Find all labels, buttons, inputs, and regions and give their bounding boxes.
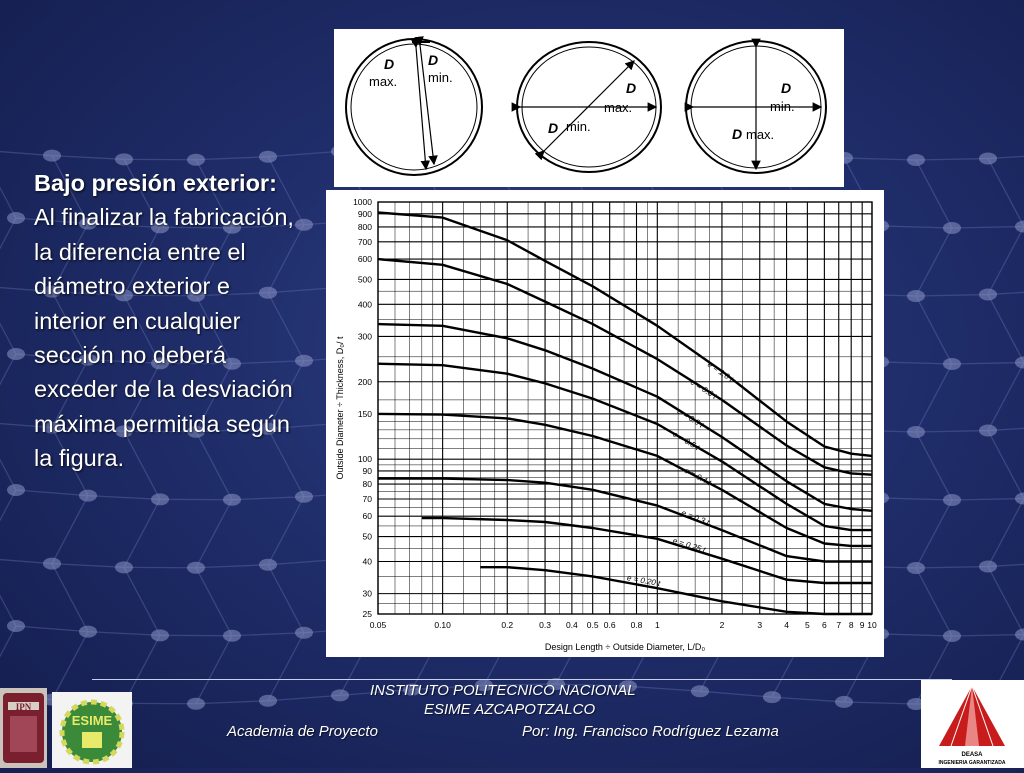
- y-tick-label: 700: [358, 237, 372, 247]
- series-label: e = 0.4 t: [683, 466, 714, 488]
- deasa-logo-tagline: INGENIERIA GARANTIZADA: [938, 760, 1005, 766]
- series-curve: [378, 479, 872, 562]
- series-label: e = 0.5 t: [671, 430, 701, 453]
- min-label-2: min.: [566, 119, 591, 134]
- ipn-logo-text: IPN: [16, 702, 32, 712]
- x-tick-label: 6: [822, 620, 827, 630]
- x-tick-label: 0.5: [587, 620, 599, 630]
- roundness-diagrams: [334, 29, 844, 187]
- chart-svg: [326, 190, 884, 657]
- y-tick-label: 800: [358, 222, 372, 232]
- y-tick-label: 900: [358, 209, 372, 219]
- x-axis-label: Design Length ÷ Outside Diameter, L/D₀: [545, 642, 706, 652]
- x-tick-label: 4: [784, 620, 789, 630]
- roundness-diagram-2: [517, 42, 661, 172]
- series-label: e = 0.25 t: [672, 536, 707, 555]
- y-tick-label: 500: [358, 274, 372, 284]
- series-curve: [378, 213, 872, 456]
- description-text: [34, 166, 294, 476]
- deasa-logo-name: DEASA: [961, 752, 983, 758]
- y-tick-label: 150: [358, 409, 372, 419]
- series-label: e = 0.8 t: [689, 378, 719, 402]
- deasa-logo: [921, 680, 1024, 768]
- y-tick-label: 80: [363, 479, 373, 489]
- footer-academy: Academia de Proyecto: [227, 723, 378, 740]
- y-axis-label: Outside Diameter ÷ Thickness, D₀/ t: [335, 336, 345, 480]
- y-tick-label: 30: [363, 589, 373, 599]
- x-tick-label: 0.05: [370, 620, 387, 630]
- y-tick-label: 90: [363, 466, 373, 476]
- y-tick-label: 300: [358, 331, 372, 341]
- y-tick-label: 50: [363, 532, 373, 542]
- y-tick-label: 25: [363, 609, 373, 619]
- esime-logo-text: ESIME: [72, 713, 113, 728]
- footer-institute: INSTITUTO POLITECNICO NACIONAL: [370, 682, 636, 699]
- series-curve: [378, 324, 872, 511]
- y-tick-label: 1000: [353, 197, 372, 207]
- x-tick-label: 0.2: [501, 620, 513, 630]
- y-tick-label: 60: [363, 511, 373, 521]
- d-min-letter-3: D: [781, 80, 791, 96]
- series-curve: [422, 518, 872, 583]
- x-tick-label: 0.6: [604, 620, 616, 630]
- x-tick-label: 0.4: [566, 620, 578, 630]
- series-label: e = 0.6 t: [676, 407, 706, 430]
- min-label-3: min.: [770, 99, 795, 114]
- max-label-2: max.: [604, 100, 632, 115]
- d-min-letter: D: [428, 52, 438, 68]
- d-max-letter-3: D: [732, 126, 742, 142]
- y-tick-label: 100: [358, 454, 372, 464]
- x-tick-label: 2: [720, 620, 725, 630]
- series-label: e = 0.3 t: [680, 508, 711, 527]
- x-tick-label: 0.3: [539, 620, 551, 630]
- footer-school: ESIME AZCAPOTZALCO: [424, 701, 595, 718]
- max-label: max.: [369, 74, 397, 89]
- y-tick-label: 40: [363, 557, 373, 567]
- d-max-letter: D: [384, 56, 394, 72]
- x-tick-label: 1: [655, 620, 660, 630]
- ipn-logo: [0, 688, 47, 768]
- y-tick-label: 400: [358, 299, 372, 309]
- deviation-chart: [326, 190, 884, 657]
- out-of-roundness-figure: [334, 29, 844, 187]
- roundness-diagram-3: [686, 41, 826, 173]
- max-label-3: max.: [746, 127, 774, 142]
- x-tick-label: 9: [860, 620, 865, 630]
- y-tick-label: 70: [363, 494, 373, 504]
- y-tick-label: 200: [358, 377, 372, 387]
- description-body: Al finalizar la fabricación, la diferencia entre el diámetro exterior e interior en cualquier sección no deberá exceder de la desviación máxima permitida según la figura.: [34, 204, 294, 471]
- description-bold: Bajo presión exterior:: [34, 170, 277, 196]
- series-label: e = 1.0 t: [706, 360, 736, 385]
- x-tick-label: 3: [757, 620, 762, 630]
- min-label: min.: [428, 70, 453, 85]
- x-tick-label: 8: [849, 620, 854, 630]
- esime-logo: [52, 692, 132, 768]
- x-tick-label: 7: [836, 620, 841, 630]
- x-tick-label: 5: [805, 620, 810, 630]
- x-tick-label: 10: [867, 620, 877, 630]
- x-tick-label: 0.10: [434, 620, 451, 630]
- d-min-letter-2: D: [548, 120, 558, 136]
- footer-author: Por: Ing. Francisco Rodríguez Lezama: [522, 723, 779, 740]
- series-curve: [480, 567, 872, 614]
- roundness-diagram-1: [346, 39, 482, 175]
- x-tick-label: 0.8: [631, 620, 643, 630]
- plot-frame: [378, 202, 872, 614]
- footer-divider: [92, 679, 952, 680]
- y-tick-label: 600: [358, 254, 372, 264]
- series-label: e = 0.20 t: [626, 573, 661, 588]
- d-max-letter-2: D: [626, 80, 636, 96]
